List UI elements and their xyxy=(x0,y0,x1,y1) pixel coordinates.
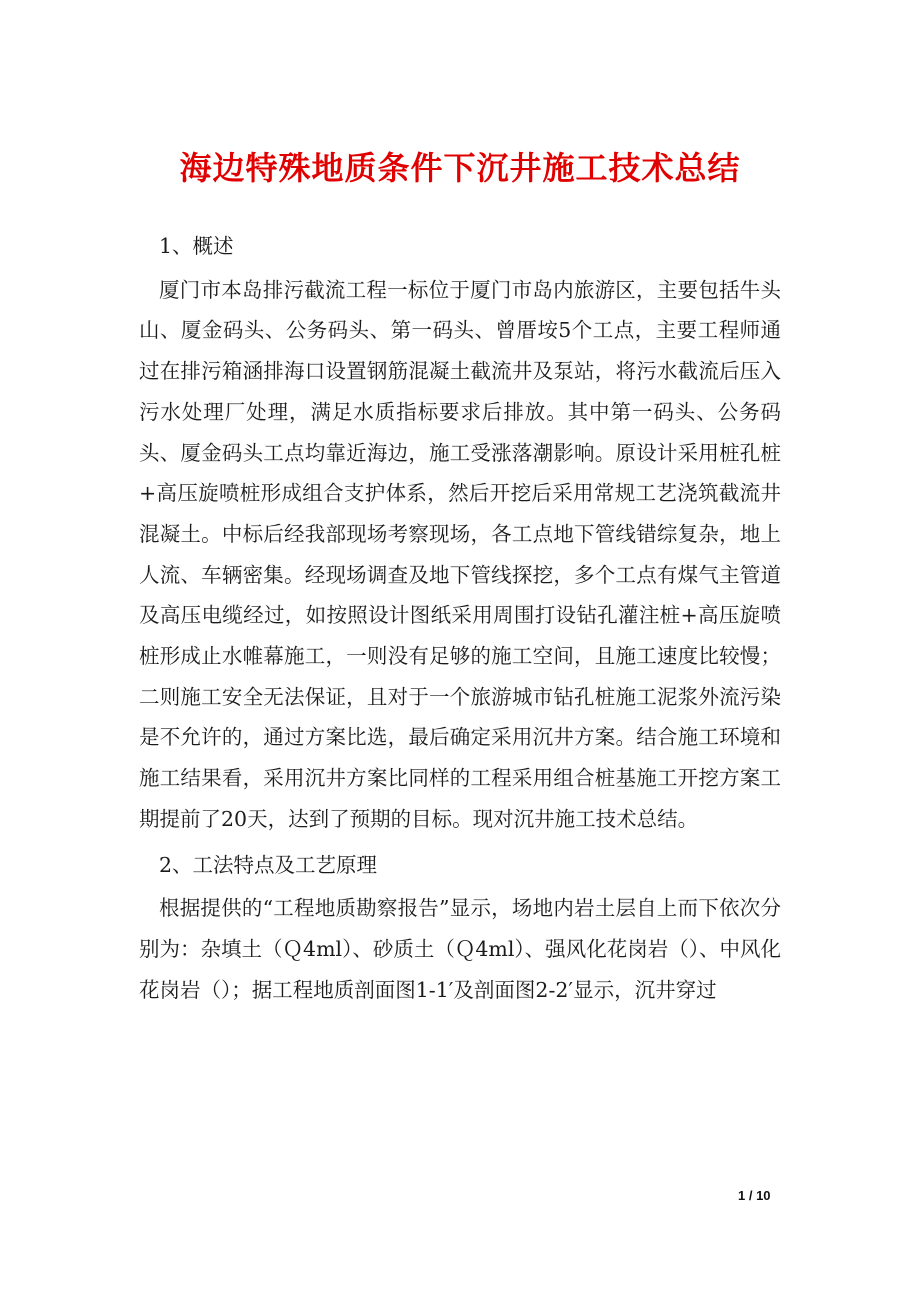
page-number: 1 / 10 xyxy=(738,1188,771,1203)
section-heading-method: 2、工法特点及工艺原理 xyxy=(159,852,378,877)
paragraph-geology: 根据提供的“工程地质勘察报告”显示，场地内岩土层自上而下依次分别为：杂填土（Ｑ4ml）、砂质土（Ｑ4ml）、强风化花岗岩（）、中风化花岗岩（）；据工程地质剖面图1-1′及剖面图2-2′显示，沉井穿过 xyxy=(139,896,781,1002)
document-body xyxy=(139,226,781,1015)
paragraph-overview: 厦门市本岛排污截流工程一标位于厦门市岛内旅游区，主要包括牛头山、厦金码头、公务码头、第一码头、曾厝垵5个工点，主要工程师通过在排污箱涵排海口设置钢筋混凝土截流井及泵站，将污水截流后压入污水处理厂处理，满足水质指标要求后排放。其中第一码头、公务码头、厦金码头工点均靠近海边，施工受涨落潮影响。原设计采用桩孔桩+高压旋喷桩形成组合支护体系，然后开挖后采用常规工艺浇筑截流井混凝土。中标后经我部现场考察现场，各工点地下管线错综复杂，地上人流、车辆密集。经现场调查及地下管线探挖，多个工点有煤气主管道及高压电缆经过，如按照设计图纸采用周围打设钻孔灌注桩+高压旋喷桩形成止水帷幕施工，一则没有足够的施工空间，且施工速度比较慢；二则施工安全无法保证，且对于一个旅游城市钻孔桩施工泥浆外流污染是不允许的，通过方案比选，最后确定采用沉井方案。结合施工环境和施工结果看，采用沉井方案比同样的工程采用组合桩基施工开挖方案工期提前了20天，达到了预期的目标。现对沉井施工技术总结。 xyxy=(139,277,781,831)
document-title: 海边特殊地质条件下沉井施工技术总结 xyxy=(179,149,741,187)
section-heading-overview: 1、概述 xyxy=(159,234,234,258)
